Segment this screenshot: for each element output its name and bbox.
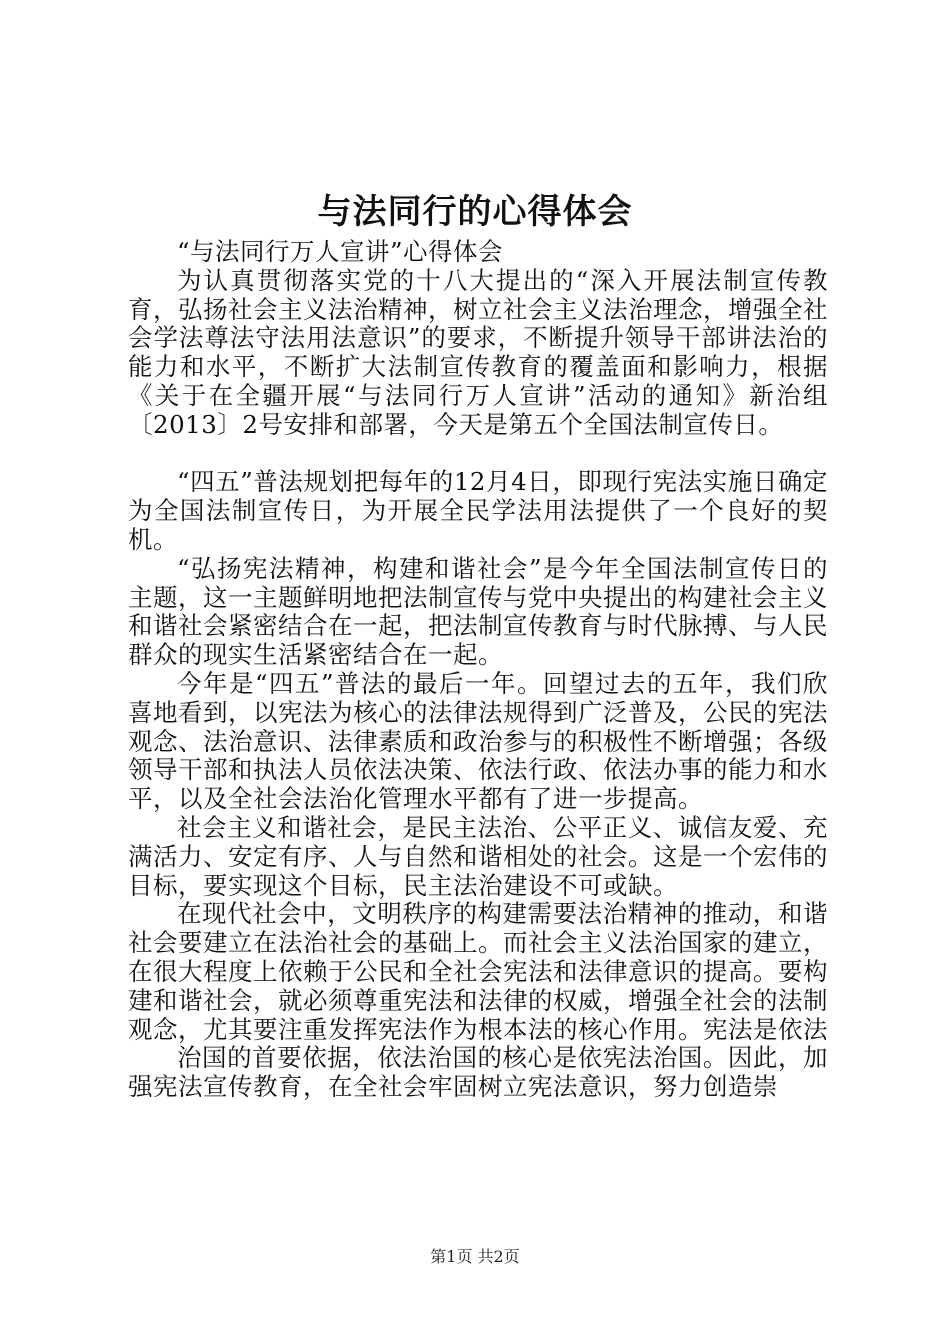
page-number-footer: 第1页 共2页 xyxy=(430,1247,520,1266)
paragraph-subtitle: “与法同行万人宣讲”心得体会 xyxy=(177,237,504,266)
document-title: 与法同行的心得体会 xyxy=(317,192,633,232)
paragraph: 为认真贯彻落实党的十八大提出的“深入开展法制宣传教育，弘扬社会主义法治精神，树立社会主义法治理念，增强全社会学法尊法守法用法意识”的要求，不断提升领导干部讲法治的能力和水平，不断扩大法制宣传教育的覆盖面和影响力，根据《关于在全疆开展“与法同行万人宣讲”活动的通知》新治组〔2013〕2号安排和部署，今天是第五个全国法制宣传日。 xyxy=(128,265,828,439)
paragraph: 在现代社会中，文明秩序的构建需要法治精神的推动，和谐社会要建立在法治社会的基础上。而社会主义法治国家的建立，在很大程度上依赖于公民和全社会宪法和法律意识的提高。要构建和谐社会，就必须尊重宪法和法律的权威，增强全社会的法制观念，尤其要注重发挥宪法作为根本法的核心作用。宪法是依法 xyxy=(128,899,828,1044)
paragraph: 社会主义和谐社会，是民主法治、公平正义、诚信友爱、充满活力、安定有序、人与自然和谐相处的社会。这是一个宏伟的目标，要实现这个目标，民主法治建设不可或缺。 xyxy=(128,812,828,900)
paragraph: 今年是“四五”普法的最后一年。回望过去的五年，我们欣喜地看到，以宪法为核心的法律法规得到广泛普及，公民的宪法观念、法治意识、法律素质和政治参与的积极性不断增强；各级领导干部和执法人员依法决策、依法行政、依法办事的能力和水平，以及全社会法治化管理水平都有了进一步提高。 xyxy=(128,668,828,814)
paragraph: 治国的首要依据，依法治国的核心是依宪法治国。因此，加强宪法宣传教育，在全社会牢固树立宪法意识，努力创造崇 xyxy=(128,1043,828,1102)
paragraph: “弘扬宪法精神，构建和谐社会”是今年全国法制宣传日的主题，这一主题鲜明地把法制宣传与党中央提出的构建社会主义和谐社会紧密结合在一起，把法制宣传教育与时代脉搏、与人民群众的现实生活紧密结合在一起。 xyxy=(128,553,828,670)
document-body xyxy=(128,238,828,1102)
paragraph: “四五”普法规划把每年的12月4日，即现行宪法实施日确定为全国法制宣传日，为开展全民学法用法提供了一个良好的契机。 xyxy=(128,467,828,554)
